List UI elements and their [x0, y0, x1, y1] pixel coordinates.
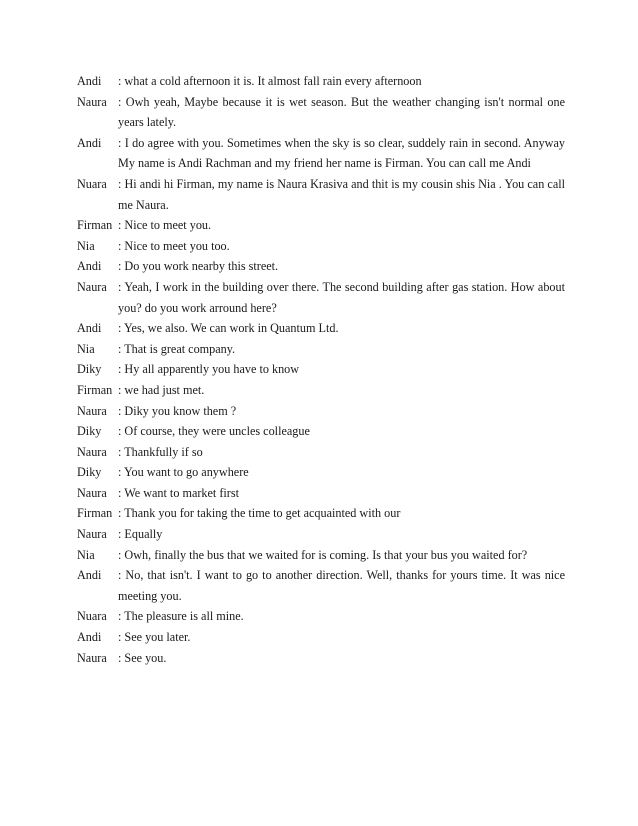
dialogue-line: [77, 71, 565, 92]
speech-text: : Nice to meet you too.: [118, 238, 230, 253]
speaker-name: Naura: [77, 527, 107, 542]
speech-text: : Of course, they were uncles colleague: [118, 424, 310, 439]
dialogue-line: [77, 462, 565, 483]
speaker-name: Nuara: [77, 609, 107, 624]
speech-text: : what a cold afternoon it is. It almost fall rain every afternoon: [118, 74, 422, 88]
speaker-name: Firman: [77, 506, 113, 521]
dialogue-line: [77, 401, 565, 422]
speech-text: : See you.: [118, 650, 167, 665]
speech-text: : we had just met.: [118, 382, 205, 397]
speech-text: : Hi andi hi Firman, my name is Naura Krasiva and thit is my cousin shis Nia . You can call me Naura.: [118, 176, 565, 212]
dialogue-line: [77, 524, 565, 545]
speaker-name: Nia: [77, 341, 95, 356]
speaker-name: Naura: [77, 650, 107, 665]
speech-text: : Diky you know them ?: [118, 403, 237, 418]
speaker-name: Naura: [77, 94, 107, 109]
speech-text: : No, that isn't. I want to go to another direction. Well, thanks for yours time. It was nice meeting you.: [118, 568, 565, 603]
speaker-name: Naura: [77, 403, 107, 418]
speech-text: : Thank you for taking the time to get acquainted with our: [118, 506, 401, 521]
speaker-name: Diky: [77, 465, 102, 480]
dialogue-line: [77, 380, 565, 401]
dialogue-line: [77, 503, 565, 524]
dialogue-line: [77, 174, 565, 215]
speaker-name: Nia: [77, 547, 95, 562]
speaker-name: Diky: [77, 362, 102, 377]
dialogue-line: [77, 421, 565, 442]
speech-text: : We want to market first: [118, 485, 239, 500]
speech-text: : Hy all apparently you have to know: [118, 362, 300, 377]
speaker-name: Andi: [77, 568, 102, 583]
speaker-name: Andi: [77, 630, 102, 645]
speech-text: : Equally: [118, 527, 163, 542]
speech-text: : You want to go anywhere: [118, 465, 249, 480]
speaker-name: Andi: [77, 135, 102, 150]
speech-text: : Do you work nearby this street.: [118, 259, 279, 274]
speaker-name: Nia: [77, 238, 95, 253]
dialogue-line: [77, 133, 565, 174]
speech-text: : Thankfully if so: [118, 444, 203, 459]
dialogue-line: [77, 236, 565, 257]
speaker-name: Naura: [77, 279, 107, 294]
dialogue-line: [77, 359, 565, 380]
dialogue-line: [77, 545, 565, 566]
dialogue-line: [77, 215, 565, 236]
speech-text: : See you later.: [118, 630, 191, 645]
dialogue-line: [77, 442, 565, 463]
speech-text: : The pleasure is all mine.: [118, 609, 244, 624]
dialogue-line: [77, 565, 565, 606]
speaker-name: Andi: [77, 74, 102, 88]
speaker-name: Andi: [77, 321, 102, 336]
dialogue-line: [77, 627, 565, 648]
dialogue-line: [77, 339, 565, 360]
dialogue-line: [77, 318, 565, 339]
speaker-name: Firman: [77, 218, 113, 233]
speech-text: : Yeah, I work in the building over there. The second building after gas station. How about you? do you work arround here?: [118, 279, 565, 315]
dialogue-line: [77, 92, 565, 133]
dialogue-line: [77, 483, 565, 504]
speech-text: : Owh, finally the bus that we waited for is coming. Is that your bus you waited for?: [118, 547, 528, 562]
speaker-name: Andi: [77, 259, 102, 274]
speaker-name: Diky: [77, 424, 102, 439]
dialogue-line: [77, 648, 565, 669]
speaker-name: Firman: [77, 382, 113, 397]
dialogue-document: [77, 71, 565, 668]
speech-text: : Yes, we also. We can work in Quantum Ltd.: [118, 321, 339, 336]
dialogue-line: [77, 277, 565, 318]
dialogue-line: [77, 256, 565, 277]
speaker-name: Nuara: [77, 176, 107, 191]
speaker-name: Naura: [77, 485, 107, 500]
dialogue-line: [77, 606, 565, 627]
speech-text: : I do agree with you. Sometimes when the sky is so clear, suddely rain in second. Anyway My name is Andi Rachman and my friend her name is Firman. You can call me Andi: [118, 135, 565, 171]
speaker-name: Naura: [77, 444, 107, 459]
speech-text: : Owh yeah, Maybe because it is wet season. But the weather changing isn't normal one years lately.: [118, 94, 565, 130]
speech-text: : That is great company.: [118, 341, 236, 356]
speech-text: : Nice to meet you.: [118, 218, 212, 233]
